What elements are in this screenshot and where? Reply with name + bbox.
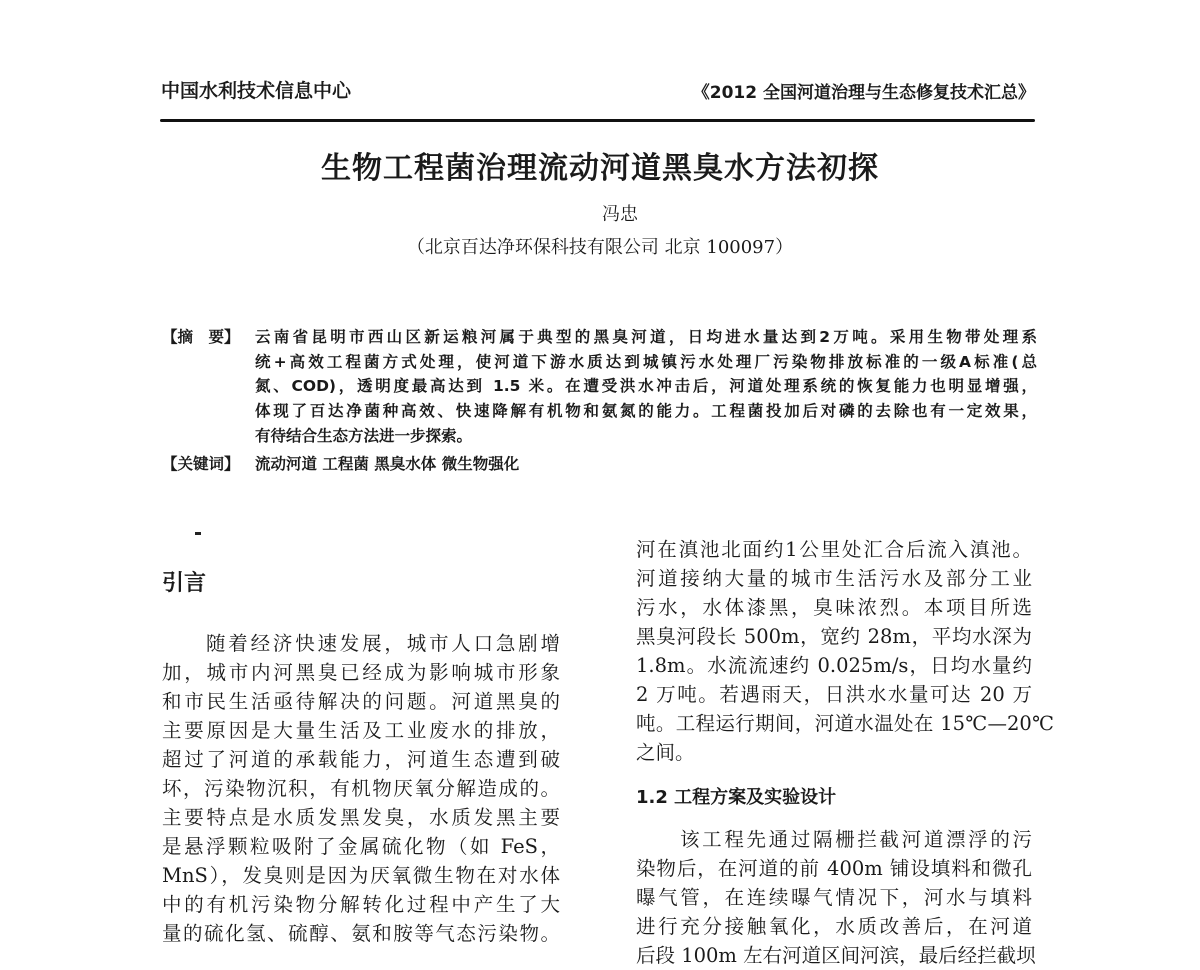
body-line: 2 万吨。若遇雨天，日洪水水量可达 20 万	[636, 683, 1032, 706]
author: 冯忠	[602, 204, 638, 225]
body-line: 主要原因是大量生活及工业废水的排放，	[162, 719, 560, 742]
body-line: 河在滇池北面约1公里处汇合后流入滇池。	[636, 538, 1032, 561]
body-line: 坏，污染物沉积，有机物厌氧分解造成的。	[162, 777, 560, 800]
keywords-label: 【关键词】	[162, 455, 240, 473]
body-line: 曝气管，在连续曝气情况下，河水与填料	[636, 886, 1032, 909]
body-line: 污水，水体漆黑，臭味浓烈。本项目所选	[636, 596, 1032, 619]
abstract-label: 【摘 要】	[162, 328, 240, 346]
body-line: 主要特点是水质发黑发臭，水质发黑主要	[162, 806, 560, 829]
body-line: 1.8m。水流流速约 0.025m/s，日均水量约	[636, 654, 1032, 677]
section-heading-1-2: 1.2 工程方案及实验设计	[636, 787, 837, 808]
header-rule	[160, 119, 1035, 122]
section-heading-introduction: 引言	[162, 571, 207, 596]
body-line: 超过了河道的承载能力，河道生态遭到破	[162, 748, 560, 771]
body-line: 加，城市内河黑臭已经成为影响城市形象	[162, 661, 560, 684]
affiliation: （北京百达净环保科技有限公司 北京 100097）	[406, 237, 794, 258]
body-line: 进行充分接触氧化，水质改善后，在河道	[636, 915, 1032, 938]
body-line: 该工程先通过隔栅拦截河道漂浮的污	[680, 828, 1032, 851]
abstract-line: 云南省昆明市西山区新运粮河属于典型的黑臭河道，日均进水量达到2万吨。采用生物带处理系	[255, 328, 1037, 346]
body-line: 吨。工程运行期间，河道水温处在 15℃—20℃	[636, 712, 1054, 735]
abstract-line: 有待结合生态方法进一步探索。	[255, 427, 473, 445]
body-line-partial: 后段 100m 左右河道区间河滨，最后经拦截坝	[636, 944, 1036, 967]
body-line: 之间。	[636, 741, 695, 764]
abstract-line: 氮、COD)，透明度最高达到 1.5 米。在遭受洪水冲击后，河道处理系统的恢复能力也明显增强，	[255, 377, 1037, 395]
article-title: 生物工程菌治理流动河道黑臭水方法初探	[321, 151, 879, 186]
body-line: 河道接纳大量的城市生活污水及部分工业	[636, 567, 1032, 590]
running-header-left: 中国水利技术信息中心	[161, 80, 352, 102]
body-line: MnS），发臭则是因为厌氧微生物在对水体	[162, 864, 560, 887]
body-line: 随着经济快速发展，城市人口急剧增	[206, 632, 560, 655]
body-line: 黑臭河段长 500m，宽约 28m，平均水深为	[636, 625, 1032, 648]
body-line: 中的有机污染物分解转化过程中产生了大	[162, 893, 560, 916]
body-line: 和市民生活亟待解决的问题。河道黑臭的	[162, 690, 560, 713]
abstract-line: 统+高效工程菌方式处理，使河道下游水质达到城镇污水处理厂污染物排放标准的一级A标准(总	[255, 353, 1037, 371]
body-line: 量的硫化氢、硫醇、氨和胺等气态污染物。	[162, 922, 560, 945]
body-line: 是悬浮颗粒吸附了金属硫化物（如 FeS，	[162, 835, 560, 858]
keywords-text: 流动河道 工程菌 黑臭水体 微生物强化	[255, 455, 520, 473]
running-header-right: 《2012 全国河道治理与生态修复技术汇总》	[692, 83, 1035, 103]
scan-mark	[195, 532, 201, 535]
body-line: 染物后，在河道的前 400m 铺设填料和微孔	[636, 857, 1032, 880]
abstract-line: 体现了百达净菌种高效、快速降解有机物和氨氮的能力。工程菌投加后对磷的去除也有一定效果，	[255, 402, 1037, 420]
